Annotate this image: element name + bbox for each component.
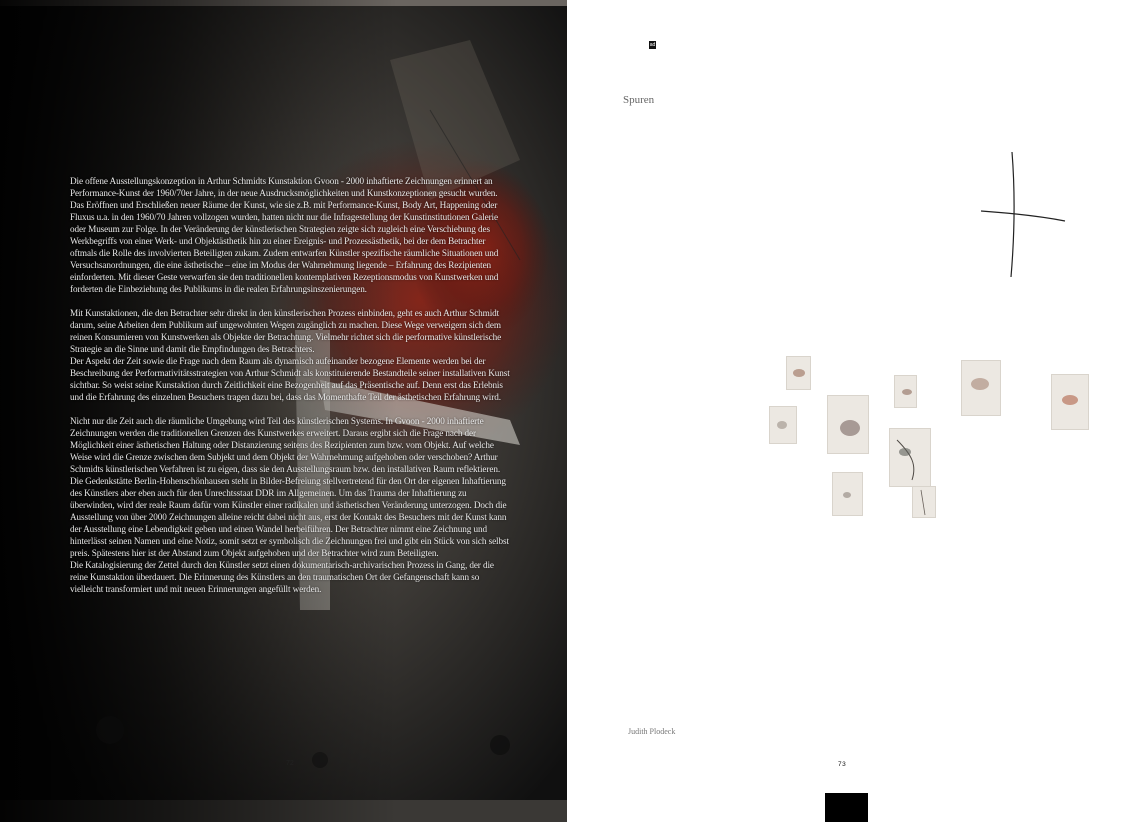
- paragraph-6: Die Katalogisierung der Zettel durch den Künstler setzt einen dokumentarisch-archivarischen Prozess in Gang, der die reine Kunstaktion überdauert. Die Erinnerung des Künstlers an den traumatischen Ort der Gefangenschaft kann so vielleicht transformiert und mit neuen Erinnerungen angefüllt werden.: [70, 560, 494, 594]
- page-number-left: 72: [286, 760, 294, 767]
- logo-icon: ad: [649, 42, 656, 48]
- section-title: Spuren: [623, 94, 655, 106]
- paragraph-4: Nicht nur die Zeit auch die räumliche Umgebung wird Teil des künstlerischen Systems. In Gvoon - 2000 inhaftierte Zeichnungen werden die traditionellen Grenzen des Kunstwerkes erweitert. Daraus ergibt sich die Frage nach der Möglichkeit einer ästhetischen Haltung oder Distanzierung seitens des Rezipienten zum bzw. vom Objekt. Auf welche Weise wird die Grenze zwischen dem Subjekt und dem Objekt der Wahrnehmung aufgehoben oder verschoben? Arthur Schmidts künstlerischen Verfahren ist zu eigen, dass sie den Ausstellungsraum bzw. den installativen Raum reflektieren.: [70, 416, 501, 474]
- page-number-right: 73: [838, 761, 847, 768]
- paragraph-5: Die Gedenkstätte Berlin-Hohenschönhausen steht in Bilder-Befreiung stellvertretend für den Ort der eigenen Inhaftierung des Künstlers aber eben auch für den Unrechtsstaat DDR im Allgemeinen. Um das Trauma der Inhaftierung zu überwinden, wird der reale Raum dafür vom Künstler einer radikalen und ästhetischen Veränderung unterzogen. Doch die Ausstellung von über 2000 Zeichnungen alleine reicht dabei nicht aus, erst der Kontakt des Besuchers mit der Kunst kann der Ausstellung eine Lebendigkeit geben und einen Wandel herbeiführen. Der Betrachter nimmt eine Zeichnung und hinterlässt seinen Namen und eine Notiz, somit setzt er symbolisch die Zeichnungen frei und gibt ein Stück von sich selbst preis. Spätestens hier ist der Abstand zum Objekt aufgehoben und der Betrachter wird zum Beteiligten.: [70, 476, 509, 558]
- paragraph-2: Mit Kunstaktionen, die den Betrachter sehr direkt in den künstlerischen Prozess einbinden, geht es auch Arthur Schmidt darum, seine Arbeiten dem Publikum auf ungewohnten Wegen zugänglich zu machen. Diese Wege verweigern sich dem reinen Konsumieren von Kunstwerken als Objekte der Betrachtung. Vielmehr richtet sich die performative künstlerische Strategie an die Sinne und damit die Empfindungen des Betrachters.: [70, 308, 502, 354]
- paragraph-1: Die offene Ausstellungskonzeption in Arthur Schmidts Kunstaktion Gvoon - 2000 inhaftierte Zeichnungen erinnert an Performance-Kunst der 1960/70er Jahre, in der neue Ausdrucksmöglichkeiten und Kunstkonzeptionen gesucht wurden. Das Eröffnen und Erschließen neuer Räume der Kunst, wie sie z.B. mit Performance-Kunst, Body Art, Happening oder Fluxus u.a. in den 1960/70 Jahren vollzogen wurden, hatten nicht nur die Infragestellung der Kunstinstitutionen Galerie oder Museum zur Folge. In der Veränderung der künstlerischen Strategien zeigte sich zugleich eine Verschiebung des Werkbegriffs von einer Werk- und Objektästhetik hin zu einer Ereignis- und Prozessästhetik, bei der dem Betrachter oftmals die Rolle des involvierten Beteiligten zukam. Zudem entwarfen Künstler spezifische räumliche Situationen und Versuchsanordnungen, die eine ästhetische – eine im Modus der Wahrnehmung liegende – Erfahrung des Rezipienten einforderten. Mit dieser Geste verwarfen sie den traditionellen kontemplativen Rezeptionsmodus von Kunstwerken und forderten die Einbeziehung des Publikums in die realen Erfahrungsinszenierungen.: [70, 176, 499, 294]
- drawings-collage: [567, 0, 1134, 822]
- right-page: [567, 0, 1134, 822]
- black-tab: [825, 793, 868, 822]
- paragraph-3: Der Aspekt der Zeit sowie die Frage nach dem Raum als dynamisch aufeinander bezogene Elemente werden bei der Beschreibung der Performativitätsstrategien von Arthur Schmidt als konstituierende Bestandteile seiner installativen Kunst sichtbar. So weist seine Kunstaktion durch Zeitlichkeit eine Bezogenheit auf das Präsentische auf. Denn erst das Erlebnis und die Erfahrung des einzelnen Besuchers tragen dazu bei, dass das Momenthafte Teil der ästhetischen Erfahrung wird.: [70, 356, 510, 402]
- body-text: [70, 175, 512, 607]
- drawing-marks: [567, 0, 1134, 822]
- author-name: Judith Plodeck: [628, 727, 676, 736]
